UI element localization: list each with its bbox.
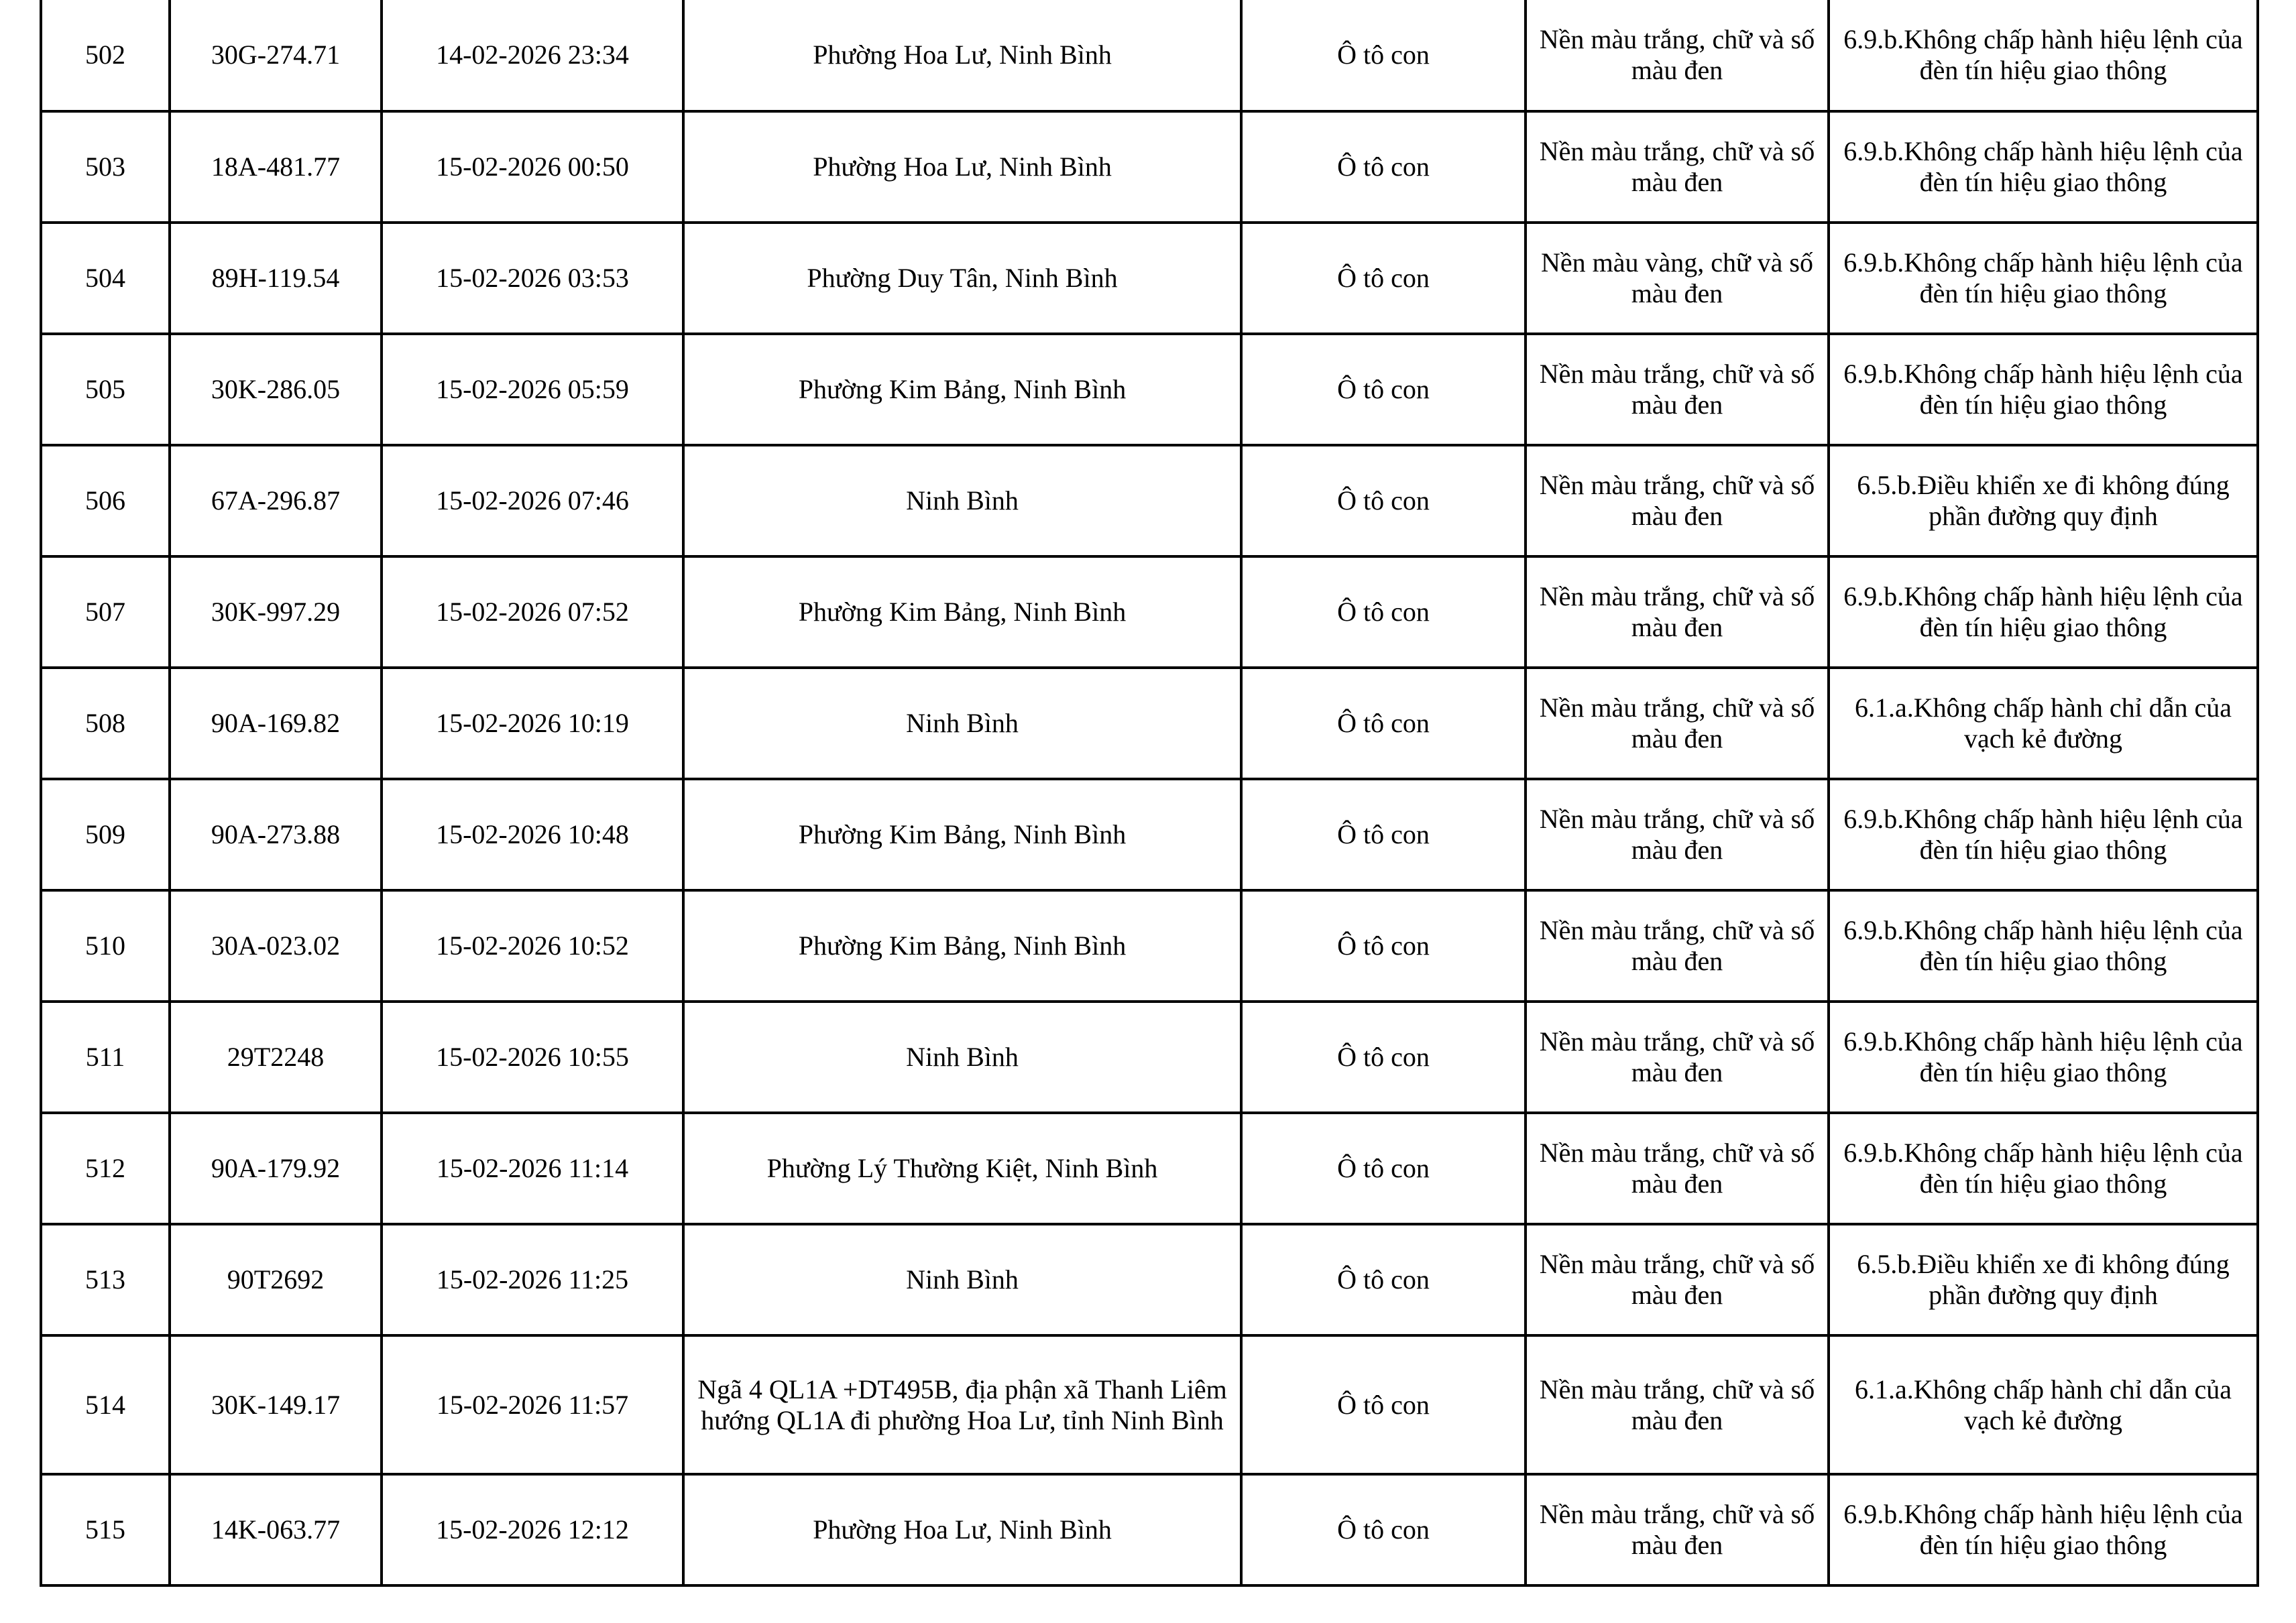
license-plate-cell: 30G-274.71 [170, 0, 382, 111]
table-row [41, 1474, 2258, 1585]
row-number-cell: 514 [41, 1335, 170, 1474]
violation-time-cell: 15-02-2026 07:46 [382, 445, 683, 556]
row-number-cell: 513 [41, 1224, 170, 1335]
violation-cell: 6.9.b.Không chấp hành hiệu lệnh của đèn tín hiệu giao thông [1829, 779, 2258, 890]
location-cell: Phường Hoa Lư, Ninh Bình [683, 111, 1241, 223]
license-plate-cell: 30K-286.05 [170, 334, 382, 445]
violation-cell: 6.5.b.Điều khiển xe đi không đúng phần đường quy định [1829, 445, 2258, 556]
vehicle-type-cell: Ô tô con [1241, 0, 1526, 111]
vehicle-type-cell: Ô tô con [1241, 1224, 1526, 1335]
violation-time-cell: 15-02-2026 10:52 [382, 890, 683, 1002]
table-row [41, 445, 2258, 556]
violation-time-cell: 15-02-2026 00:50 [382, 111, 683, 223]
violation-cell: 6.9.b.Không chấp hành hiệu lệnh của đèn tín hiệu giao thông [1829, 1113, 2258, 1224]
violation-time-cell: 15-02-2026 11:14 [382, 1113, 683, 1224]
table-row [41, 1224, 2258, 1335]
vehicle-type-cell: Ô tô con [1241, 779, 1526, 890]
location-cell: Phường Kim Bảng, Ninh Bình [683, 779, 1241, 890]
row-number-cell: 511 [41, 1002, 170, 1113]
vehicle-type-cell: Ô tô con [1241, 1474, 1526, 1585]
vehicle-type-cell: Ô tô con [1241, 890, 1526, 1002]
location-cell: Ngã 4 QL1A +DT495B, địa phận xã Thanh Liêm hướng QL1A đi phường Hoa Lư, tỉnh Ninh Bình [683, 1335, 1241, 1474]
table-row [41, 223, 2258, 334]
table-row [41, 779, 2258, 890]
violation-time-cell: 15-02-2026 10:55 [382, 1002, 683, 1113]
license-plate-cell: 89H-119.54 [170, 223, 382, 334]
license-plate-cell: 30K-149.17 [170, 1335, 382, 1474]
vehicle-type-cell: Ô tô con [1241, 556, 1526, 668]
table-row [41, 334, 2258, 445]
license-plate-cell: 18A-481.77 [170, 111, 382, 223]
row-number-cell: 509 [41, 779, 170, 890]
location-cell: Phường Lý Thường Kiệt, Ninh Bình [683, 1113, 1241, 1224]
violation-cell: 6.1.a.Không chấp hành chỉ dẫn của vạch kẻ đường [1829, 1335, 2258, 1474]
plate-color-cell: Nền màu trắng, chữ và số màu đen [1526, 1335, 1829, 1474]
location-cell: Phường Kim Bảng, Ninh Bình [683, 556, 1241, 668]
plate-color-cell: Nền màu trắng, chữ và số màu đen [1526, 1474, 1829, 1585]
violation-time-cell: 15-02-2026 05:59 [382, 334, 683, 445]
plate-color-cell: Nền màu trắng, chữ và số màu đen [1526, 1002, 1829, 1113]
violation-time-cell: 15-02-2026 07:52 [382, 556, 683, 668]
vehicle-type-cell: Ô tô con [1241, 1113, 1526, 1224]
plate-color-cell: Nền màu trắng, chữ và số màu đen [1526, 890, 1829, 1002]
table-row [41, 1335, 2258, 1474]
license-plate-cell: 90A-273.88 [170, 779, 382, 890]
plate-color-cell: Nền màu trắng, chữ và số màu đen [1526, 1113, 1829, 1224]
plate-color-cell: Nền màu trắng, chữ và số màu đen [1526, 779, 1829, 890]
vehicle-type-cell: Ô tô con [1241, 668, 1526, 779]
table-row [41, 668, 2258, 779]
location-cell: Phường Hoa Lư, Ninh Bình [683, 1474, 1241, 1585]
row-number-cell: 505 [41, 334, 170, 445]
violation-cell: 6.9.b.Không chấp hành hiệu lệnh của đèn tín hiệu giao thông [1829, 1002, 2258, 1113]
violation-time-cell: 15-02-2026 12:12 [382, 1474, 683, 1585]
license-plate-cell: 67A-296.87 [170, 445, 382, 556]
violation-cell: 6.9.b.Không chấp hành hiệu lệnh của đèn tín hiệu giao thông [1829, 111, 2258, 223]
table-body [41, 0, 2258, 1585]
row-number-cell: 506 [41, 445, 170, 556]
violation-cell: 6.9.b.Không chấp hành hiệu lệnh của đèn tín hiệu giao thông [1829, 556, 2258, 668]
table-row [41, 1002, 2258, 1113]
plate-color-cell: Nền màu trắng, chữ và số màu đen [1526, 0, 1829, 111]
violation-cell: 6.1.a.Không chấp hành chỉ dẫn của vạch kẻ đường [1829, 668, 2258, 779]
license-plate-cell: 30A-023.02 [170, 890, 382, 1002]
violation-time-cell: 15-02-2026 10:19 [382, 668, 683, 779]
violation-cell: 6.9.b.Không chấp hành hiệu lệnh của đèn tín hiệu giao thông [1829, 0, 2258, 111]
vehicle-type-cell: Ô tô con [1241, 1002, 1526, 1113]
violation-cell: 6.9.b.Không chấp hành hiệu lệnh của đèn tín hiệu giao thông [1829, 890, 2258, 1002]
plate-color-cell: Nền màu trắng, chữ và số màu đen [1526, 1224, 1829, 1335]
license-plate-cell: 14K-063.77 [170, 1474, 382, 1585]
license-plate-cell: 90T2692 [170, 1224, 382, 1335]
table-row [41, 111, 2258, 223]
table-row [41, 0, 2258, 111]
vehicle-type-cell: Ô tô con [1241, 445, 1526, 556]
location-cell: Ninh Bình [683, 1002, 1241, 1113]
row-number-cell: 508 [41, 668, 170, 779]
violation-time-cell: 15-02-2026 11:57 [382, 1335, 683, 1474]
plate-color-cell: Nền màu trắng, chữ và số màu đen [1526, 111, 1829, 223]
violation-time-cell: 15-02-2026 03:53 [382, 223, 683, 334]
violation-time-cell: 15-02-2026 11:25 [382, 1224, 683, 1335]
location-cell: Phường Hoa Lư, Ninh Bình [683, 0, 1241, 111]
plate-color-cell: Nền màu trắng, chữ và số màu đen [1526, 556, 1829, 668]
violation-time-cell: 15-02-2026 10:48 [382, 779, 683, 890]
row-number-cell: 515 [41, 1474, 170, 1585]
plate-color-cell: Nền màu trắng, chữ và số màu đen [1526, 445, 1829, 556]
license-plate-cell: 90A-179.92 [170, 1113, 382, 1224]
location-cell: Ninh Bình [683, 1224, 1241, 1335]
location-cell: Phường Kim Bảng, Ninh Bình [683, 890, 1241, 1002]
vehicle-type-cell: Ô tô con [1241, 223, 1526, 334]
row-number-cell: 507 [41, 556, 170, 668]
plate-color-cell: Nền màu vàng, chữ và số màu đen [1526, 223, 1829, 334]
violation-time-cell: 14-02-2026 23:34 [382, 0, 683, 111]
license-plate-cell: 90A-169.82 [170, 668, 382, 779]
location-cell: Ninh Bình [683, 668, 1241, 779]
row-number-cell: 503 [41, 111, 170, 223]
table-row [41, 556, 2258, 668]
violation-cell: 6.9.b.Không chấp hành hiệu lệnh của đèn tín hiệu giao thông [1829, 223, 2258, 334]
vehicle-type-cell: Ô tô con [1241, 334, 1526, 445]
vehicle-type-cell: Ô tô con [1241, 1335, 1526, 1474]
violation-cell: 6.9.b.Không chấp hành hiệu lệnh của đèn tín hiệu giao thông [1829, 334, 2258, 445]
table-row [41, 890, 2258, 1002]
location-cell: Phường Duy Tân, Ninh Bình [683, 223, 1241, 334]
violation-cell: 6.5.b.Điều khiển xe đi không đúng phần đường quy định [1829, 1224, 2258, 1335]
row-number-cell: 510 [41, 890, 170, 1002]
table-row [41, 1113, 2258, 1224]
plate-color-cell: Nền màu trắng, chữ và số màu đen [1526, 668, 1829, 779]
violation-cell: 6.9.b.Không chấp hành hiệu lệnh của đèn tín hiệu giao thông [1829, 1474, 2258, 1585]
vehicle-type-cell: Ô tô con [1241, 111, 1526, 223]
plate-color-cell: Nền màu trắng, chữ và số màu đen [1526, 334, 1829, 445]
row-number-cell: 512 [41, 1113, 170, 1224]
row-number-cell: 502 [41, 0, 170, 111]
license-plate-cell: 30K-997.29 [170, 556, 382, 668]
location-cell: Phường Kim Bảng, Ninh Bình [683, 334, 1241, 445]
license-plate-cell: 29T2248 [170, 1002, 382, 1113]
row-number-cell: 504 [41, 223, 170, 334]
location-cell: Ninh Bình [683, 445, 1241, 556]
violations-table [40, 0, 2259, 1587]
